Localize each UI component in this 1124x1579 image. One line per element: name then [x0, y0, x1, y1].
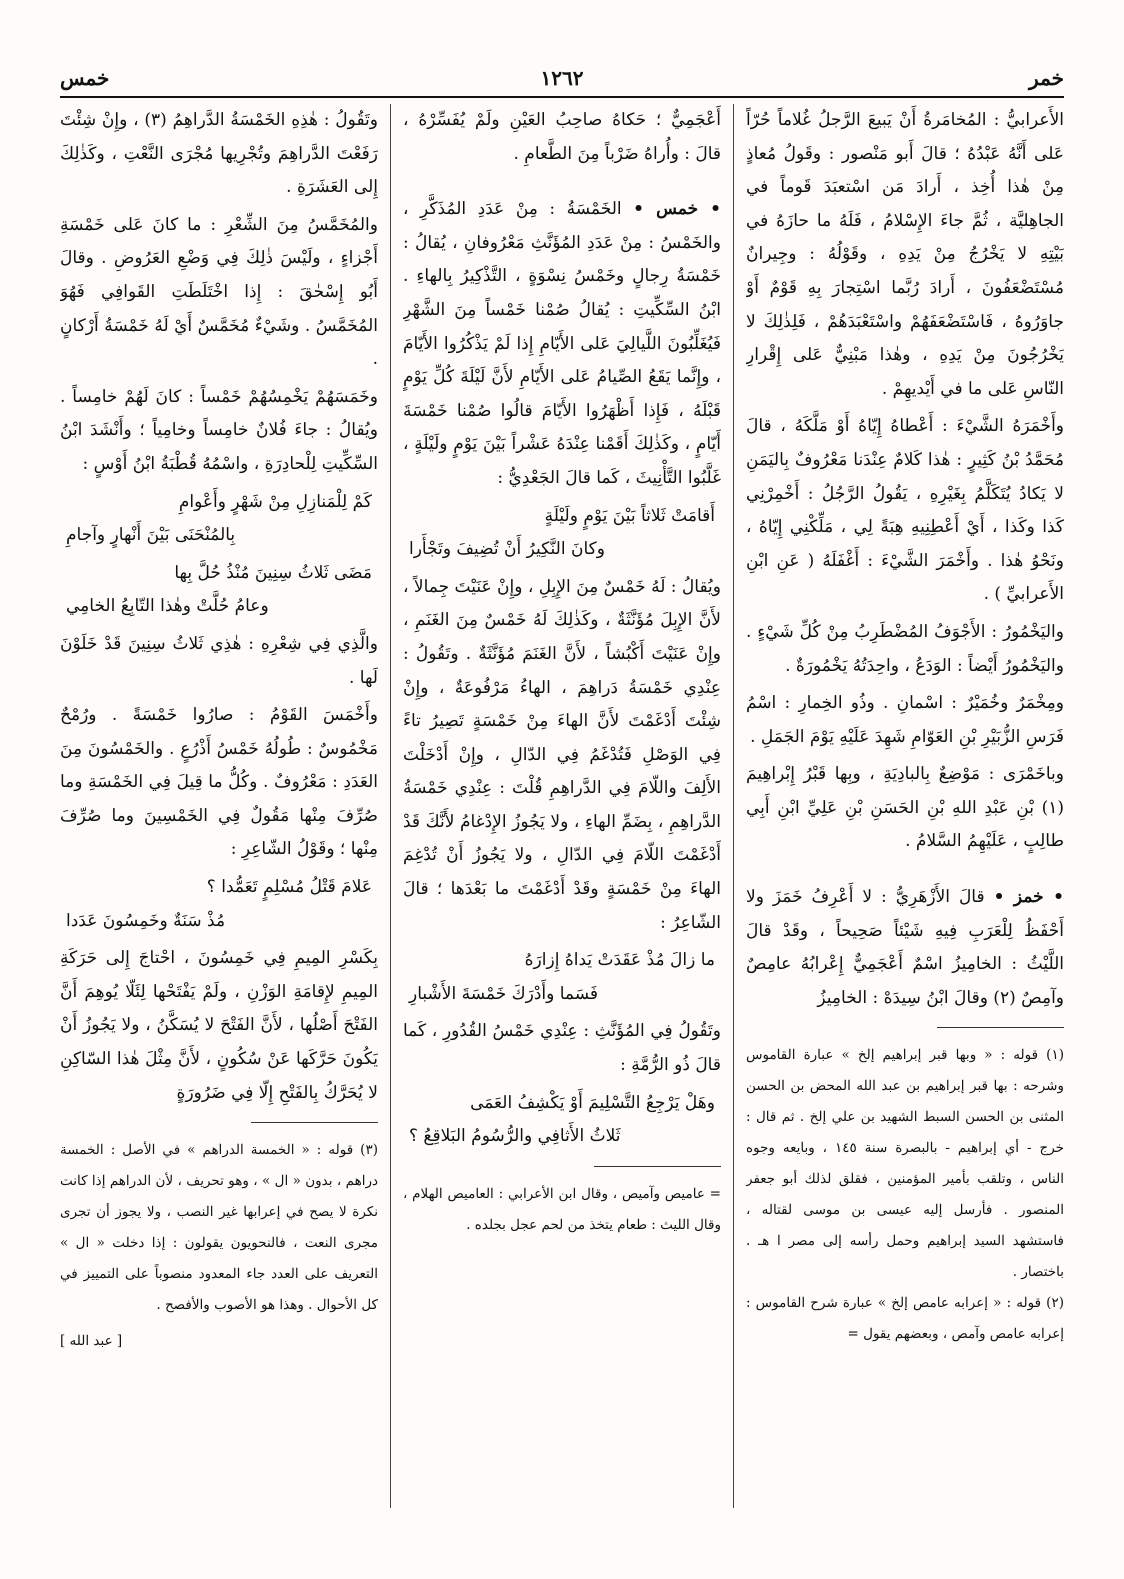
paragraph: بِكَسْرِ المِيمِ فِي خَمِسُونَ ، احْتاجَ إِلى حَرَكَةِ المِيمِ لإِقامَةِ الوَزْنِ ، ولَمْ يَفْتَحْها لِئَلّا يُوهِمَ أَنَّ الفَتْحَ أَصْلُها ، لأَنَّ الفَتْحَ لا يُسَكَّنُ ، ولا يَجُوزُ أَنْ يَكُونَ حَرَّكَها عَنْ سُكُونٍ ، لأَنَّ مِثْلَ هٰذا السّاكِنِ لا يُحَرَّكُ بِالفَتْحِ إِلّا فِي ضَرُورَةٍ: [60, 948, 378, 1103]
verse-hemistich: ثَلاثُ الأَثافِي والرُّسُومُ البَلاقِعُ ؟: [409, 1126, 621, 1147]
column-divider: [733, 104, 734, 1508]
footnote: = عاميص وآميص ، وقال ابن الأعرابي : العاميص الهلام ، وقال الليث : طعام يتخذ من لحم عجل بجلده .: [403, 1185, 721, 1233]
verse-hemistich: وعامُ حُلَّتْ وهٰذا التّابِعُ الخامِي: [66, 596, 269, 617]
verse: [60, 871, 378, 938]
entry-headword: • خمز •: [993, 887, 1064, 908]
paragraph: وأَخْمَسَ القَوْمُ : صارُوا خَمْسَةً . ورُمْحٌ مَخْمُوسٌ : طُولُهُ خَمْسُ أَذْرُعٍ . والخَمْسُونَ مِنَ العَدَدِ : مَعْرُوفٌ . وكُلُّ ما قِيلَ فِي الخَمْسَةِ وما صُرِّفَ مِنْها مَقُولٌ فِي الخَمْسِينَ وما صُرِّفَ مِنْها ؛ وقَوْلُ الشّاعِرِ :: [60, 705, 378, 860]
verse-hemistich: أَقامَتْ ثَلاثاً بَيْنَ يَوْمٍ ولَيْلَةٍ: [544, 505, 715, 526]
paragraph: أَعْجَمِيٌّ ؛ حَكاهُ صاحِبُ العَيْنِ ولَمْ يُفَسِّرْهُ ، قالَ : وأُراهُ ضَرْباً مِنَ الطَّعامِ .: [403, 110, 721, 164]
page-number: ١٢٦٢: [540, 66, 584, 90]
verse: [403, 944, 721, 1011]
entry-khamaz: [746, 881, 1064, 1015]
paragraph: والَّذِي فِي شِعْرِهِ : هٰذِي ثَلاثُ سِنِينَ قَدْ خَلَوْنَ لَها .: [60, 633, 378, 688]
page-header: [60, 66, 1064, 100]
paragraph: وخَمَسَهُمْ يَخْمِسُهُمْ خَمْساً : كانَ لَهُمْ خامِساً . ويُقالُ : جاءَ فُلانٌ خامِساً وخامِياً ؛ وأَنْشَدَ ابْنُ السِّكِّيتِ لِلْحادِرَةِ ، واسْمُهُ قُطْبَةُ ابْنُ أَوْسٍ :: [60, 386, 378, 474]
paragraph: وتَقُولُ فِي المُؤَنَّثِ : عِنْدِي خَمْسُ القُدُورِ ، كَما قالَ ذُو الرُّمَّةِ :: [403, 1021, 721, 1076]
entry-text: الخَمْسَةُ : مِنْ عَدَدِ المُذَكَّرِ ، والخَمْسُ : مِنْ عَدَدِ المُؤَنَّثِ مَعْرُوفانِ ، يُقالُ : خَمْسَةُ رِجالٍ وخَمْسُ نِسْوَةٍ ، التَّذْكِيرُ بِالهاءِ . ابْنُ السِّكِّيتِ : يُقالُ صُمْنا خَمْساً مِنَ الشَّهْرِ فَيُغَلِّبُونَ اللَّيالِيَ عَلى الأَيّامِ إِذا لَمْ يَذْكُرُوا الأَيّامَ ، وإِنَّما يَقَعُ الصِّيامُ عَلى الأَيّامِ لأَنَّ لَيْلَةَ كُلِّ يَوْمٍ قَبْلَهُ ، فَإِذا أَظْهَرُوا الأَيّامَ قالُوا صُمْنا خَمْسَةَ أَيّامٍ ، وكَذٰلِكَ أَقَمْنا عِنْدَهُ عَشْراً بَيْنَ يَوْمٍ ولَيْلَةٍ ، غَلَّبُوا التَّأْنِيثَ ، كَما قالَ الجَعْدِيُّ :: [403, 199, 721, 488]
editor-signature: [ عبد الله ]: [60, 1333, 123, 1350]
entry-headword: • خمس •: [633, 199, 721, 220]
verse-hemistich: كَمْ لِلْمَنازِلِ مِنْ شَهْرٍ وأَعْوامِ: [178, 491, 372, 512]
footnote: (٢) قوله : « إعرابه عامص إلخ » عبارة شرح القاموس : إعرابه عامص وآمص ، وبعضهم يقول =: [746, 1295, 1064, 1343]
paragraph: الأَعرابيُّ : المُخامَرةُ أَنْ يَبيعَ الرَّجلُ غُلاماً حُرّاً عَلى أَنَّهُ عَبْدُهُ ؛ قالَ أَبو مَنْصور : وقَولُ مُعاذٍ مِنْ هٰذا أُخِذ ، أَرادَ مَن اسْتعبَدَ قَوماً في الجاهِليَّة ، ثُمَّ جاءَ الإِسْلامُ ، فَلَهُ ما حازَهُ في بَيْتِهِ لا يَخْرُجُ مِنْ يَدِهِ ، وقَوْلُهُ : وجِيرانٌ مُسْتَضْعَفُونَ ، أَرادَ رُبَّما اسْتِجارَ بِهِ قَوْمٌ أَوْ جاوَرُوهُ ، فَاسْتَضْعَفَهُمْ واسْتَعْبَدَهُمْ ، فَلِذٰلِكَ لا يَخْرُجُونَ مِنْ يَدِهِ ، وهٰذا مَبْنِيٌّ عَلى إِقْرارِ النّاسِ عَلى ما في أَيْديهِمْ .: [746, 110, 1064, 399]
verse: [60, 557, 378, 624]
entry-khamas: [403, 193, 721, 495]
paragraph: وأَخْمَرَهُ الشَّيْءَ : أَعْطاهُ إِيّاهُ أَوْ مَلَّكَهُ ، قالَ مُحَمَّدُ بْنُ كَثِيرٍ : هٰذا كَلامٌ عِنْدَنا مَعْرُوفٌ بِاليَمَنِ لا يَكادُ يُتَكَلَّمُ بِغَيْرِهِ ، يَقُولُ الرَّجُلُ : أَخْمِرْنِي كَذا وكَذا ، أَيْ أَعْطِنِيهِ هِبَةً لِي ، مَلِّكْنِي إِيّاهُ ، ونَحْوُ هٰذا . وأَخْمَرَ الشَّيْءَ : أَغْفَلَهُ ( عَنِ ابْنِ الأَعرابيِّ ) .: [746, 416, 1064, 605]
entry-text: قالَ الأَزْهَرِيُّ : لا أَعْرِفُ خَمَزَ ولا أَحْفَظُ لِلْعَرَبِ فِيهِ شَيْئاً صَحِيحاً ، وقَدْ قالَ اللَّيْثُ : الخامِيزُ اسْمٌ أَعْجَمِيٌّ إِعْرابُهُ عامِصٌ وآمِصٌ (٢) وقالَ ابْنُ سِيدَهْ : الخامِيزُ: [746, 887, 1064, 1008]
verse-hemistich: فَسَما وأَدْرَكَ خَمْسَةَ الأَشْبارِ: [409, 983, 599, 1004]
footnote: (١) قوله : « وبها قبر إبراهيم إلخ » عبارة القاموس وشرحه : بها قبر إبراهيم بن عبد الله المحض بن الحسن المثنى بن الحسن السبط الشهيد بن علي إلخ . ثم قال : خرج - أي إبراهيم - بالبصرة سنة ١٤٥ ، وبايعه وجوه الناس ، وتلقب بأمير المؤمنين ، فقلق لذلك أبو جعفر المنصور . فأرسل إليه عيسى بن موسى لقتاله ، فاستشهد السيد إبراهيم وحمل رأسه إلى مصر ا هـ . باختصار .: [746, 1047, 1064, 1281]
column-middle: [403, 104, 721, 1518]
verse-hemistich: بِالمُنْحَنَى بَيْنَ أَنْهارٍ وآجامِ: [66, 525, 236, 546]
paragraph: واليَخْمُورُ : الأَجْوَفُ المُضْطَرِبُ مِنْ كُلِّ شَيْءٍ . واليَخْمُورُ أَيْضاً : الوَدَعُ ، واحِدَتُهُ يَخْمُورَةٌ .: [746, 621, 1064, 676]
verse: [60, 486, 378, 553]
column-divider: [390, 104, 391, 1508]
paragraph: وباخَمْرَى : مَوْضِعٌ بِالبادِيَةِ ، وبِها قَبْرُ إِبْراهِيمَ (١) بْنِ عَبْدِ اللهِ بْنِ الحَسَنِ بْنِ عَلِيِّ ابْنِ أَبِي طالِبٍ ، عَلَيْهِمُ السَّلامُ .: [746, 764, 1064, 852]
verse: [403, 1087, 721, 1154]
paragraph: ويُقالُ : لَهُ خَمْسٌ مِنَ الإِبِلِ ، وإِنْ عَنَيْتَ جِمالاً ، لأَنَّ الإِبِلَ مُؤَنَّثَةٌ ، وكَذٰلِكَ لَهُ خَمْسٌ مِنَ الغَنَمِ ، وإِنْ عَنَيْتَ أَكْبُشاً ، لأَنَّ الغَنَمَ مُؤَنَّثَةٌ . وتَقُولُ : عِنْدِي خَمْسَةُ دَراهِمَ ، الهاءُ مَرْفُوعَةٌ ، وإِنْ شِئْتَ أَدْغَمْتَ لأَنَّ الهاءَ مِنْ خَمْسَةٍ تَصِيرُ تاءً فِي الوَصْلِ فَتُدْغَمُ فِي الدّالِ ، وإِنْ أَدْخَلْتَ الأَلِفَ واللّامَ فِي الدَّراهِمِ قُلْتَ : عِنْدِي خَمْسَةُ الدَّراهِمِ ، بِضَمِّ الهاءِ ، ولا يَجُوزُ الإِدْغامُ لأَنَّكَ قَدْ أَدْغَمْتَ اللّامَ فِي الدّالِ ، ولا يَجُوزُ أَنْ تُدْغِمَ الهاءَ مِنْ خَمْسَةٍ وقَدْ أَدْغَمْتَ ما بَعْدَها ؛ قالَ الشّاعِرُ :: [403, 576, 721, 933]
column-left: [60, 104, 378, 1518]
column-right: [746, 104, 1064, 1518]
footnote-rule: [251, 1122, 378, 1123]
paragraph: والمُخَمَّسُ مِنَ الشِّعْرِ : ما كانَ عَلى خَمْسَةِ أَجْزاءٍ ، ولَيْسَ ذٰلِكَ فِي وَضْعِ العَرُوضِ . وقالَ أَبُو إِسْحٰقَ : إِذا اخْتَلَطَتِ القَوافِي فَهُوَ المُخَمَّسُ . وشَيْءٌ مُخَمَّسٌ أَيْ لَهُ خَمْسَةُ أَرْكانٍ .: [60, 214, 378, 370]
verse-hemistich: مَضَى ثَلاثُ سِنِينَ مُنْذُ حُلَّ بِها: [174, 562, 372, 583]
footnote: (٣) قوله : « الخمسة الدراهم » في الأصل : الخمسة دراهم ، بدون « ال » ، وهو تحريف ، لأن الدراهم إذا كانت نكرة لا يصح في إعرابها غير النصب ، ولا يجوز أن تجرى مجرى النعت ، فالنحويون يقولون : إذا دخلت « ال » التعريف على العدد جاء المعدود منصوباً على التمييز في كل الأحوال . وهذا هو الأصوب والأفصح .: [60, 1142, 378, 1314]
dictionary-page: [60, 58, 1064, 1518]
verse-hemistich: وكانَ النَّكِيرُ أَنْ تُضِيفَ وتَجْأَرا: [409, 539, 605, 560]
footnote-rule: [937, 1027, 1064, 1028]
footnote-rule: [594, 1166, 721, 1167]
verse-hemistich: ما زالَ مُذْ عَقَدَتْ يَداهُ إِزارَهُ: [524, 950, 715, 971]
paragraph: وتَقُولُ : هٰذِهِ الخَمْسَةُ الدَّراهِمُ (٣) ، وإِنْ شِئْتَ رَفَعْتَ الدَّراهِمَ وتُجْرِيها مُجْرَى النَّعْتِ ، وكَذٰلِكَ إِلى العَشَرَةِ .: [60, 110, 378, 198]
running-head-left: خمس: [60, 66, 110, 90]
verse: [403, 500, 721, 567]
running-head-right: خمر: [1029, 66, 1064, 90]
header-rule: [60, 96, 1064, 98]
paragraph: ومِخْمَرٌ وخُمَيْرٌ : اسْمانِ . وذُو الخِمارِ : اسْمُ فَرَسِ الزُّبَيْرِ بْنِ العَوّامِ شَهِدَ عَلَيْهِ يَوْمَ الجَمَلِ .: [746, 693, 1064, 747]
verse-hemistich: عَلامَ قَتْلُ مُسْلِمٍ تَعَمُّدا ؟: [206, 877, 372, 898]
verse-hemistich: وهَلْ يَرْجِعُ التَّسْلِيمَ أَوْ يَكْشِفُ العَمَى: [470, 1092, 715, 1113]
verse-hemistich: مُذْ سَنَةٌ وخَمِسُونَ عَدَدا: [66, 910, 226, 931]
